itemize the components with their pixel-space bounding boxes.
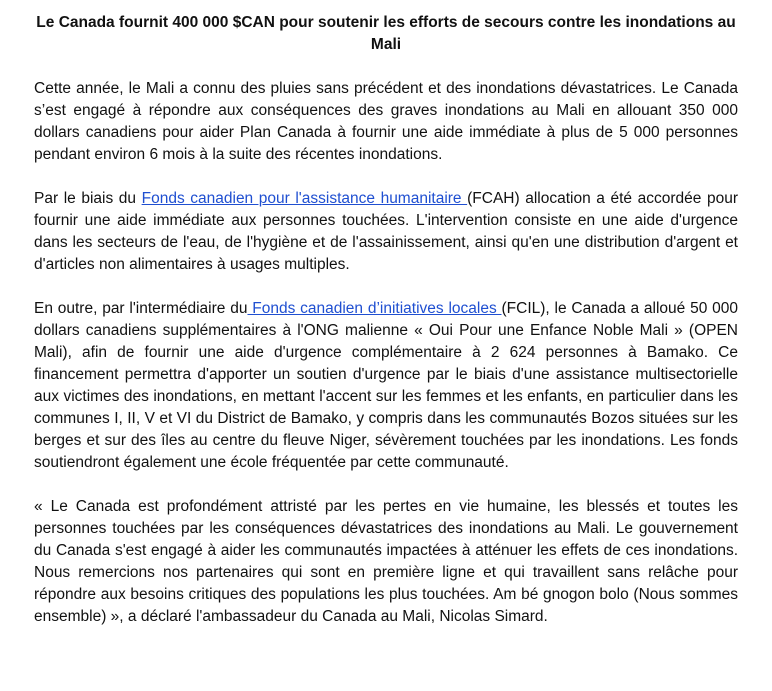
document-title: Le Canada fournit 400 000 $CAN pour soutenir les efforts de secours contre les inondations au Mali: [36, 14, 736, 53]
paragraph-fcah: [34, 188, 738, 276]
fcil-link[interactable]: Fonds canadien d’initiatives locales: [247, 300, 502, 317]
fcah-link[interactable]: Fonds canadien pour l'assistance humanitaire: [141, 190, 468, 207]
paragraph-fcah-intro: Par le biais du: [34, 190, 142, 207]
paragraph-fcah-body: (FCAH) allocation a été accordée pour fournir une aide immédiate aux personnes touchées. L'intervention consiste en une aide d'urgence dans les secteurs de l'eau, de l'hygiène et de l'assainissement, ainsi qu'en une distribution d'argent et d'articles non alimentaires à usages multiples.: [34, 190, 738, 273]
paragraph-plan-canada: Cette année, le Mali a connu des pluies sans précédent et des inondations dévastatrices. Le Canada s’est engagé à répondre aux conséquences des graves inondations au Mali en allouant 350 000 dollars canadiens pour aider Plan Canada à fournir une aide immédiate à plus de 5 000 personnes pendant environ 6 mois à la suite des récentes inondations.: [34, 80, 738, 163]
paragraph-fcil: [34, 298, 738, 474]
paragraph-fcil-intro: En outre, par l'intermédiaire du: [34, 300, 248, 317]
paragraph-ambassador-quote: « Le Canada est profondément attristé par les pertes en vie humaine, les blessés et toutes les personnes touchées par les conséquences dévastatrices des inondations au Mali. Le gouvernement du Canada s'est engagé à aider les communautés impactées à atténuer les effets de ces inondations. Nous remercions nos partenaires qui sont en première ligne et qui travaillent sans relâche pour répondre aux besoins critiques des populations les plus touchées. Am bé gnogon bolo (Nous sommes ensemble) », a déclaré l'ambassadeur du Canada au Mali, Nicolas Simard.: [34, 498, 738, 625]
paragraph-fcil-body: (FCIL), le Canada a alloué 50 000 dollars canadiens supplémentaires à l'ONG malienne « Oui Pour une Enfance Noble Mali » (OPEN Mali), afin de fournir une aide d'urgence complémentaire à 2 624 personnes à Bamako. Ce financement permettra d'apporter un soutien d'urgence par le biais d'une assistance multisectorielle aux victimes des inondations, en mettant l'accent sur les femmes et les enfants, en particulier dans les communes I, II, V et VI du District de Bamako, y compris dans les communautés Bozos situées sur les berges et sur des îles au centre du fleuve Niger, sévèrement touchées par les inondations. Les fonds soutiendront également une école fréquentée par cette communauté.: [34, 300, 738, 471]
